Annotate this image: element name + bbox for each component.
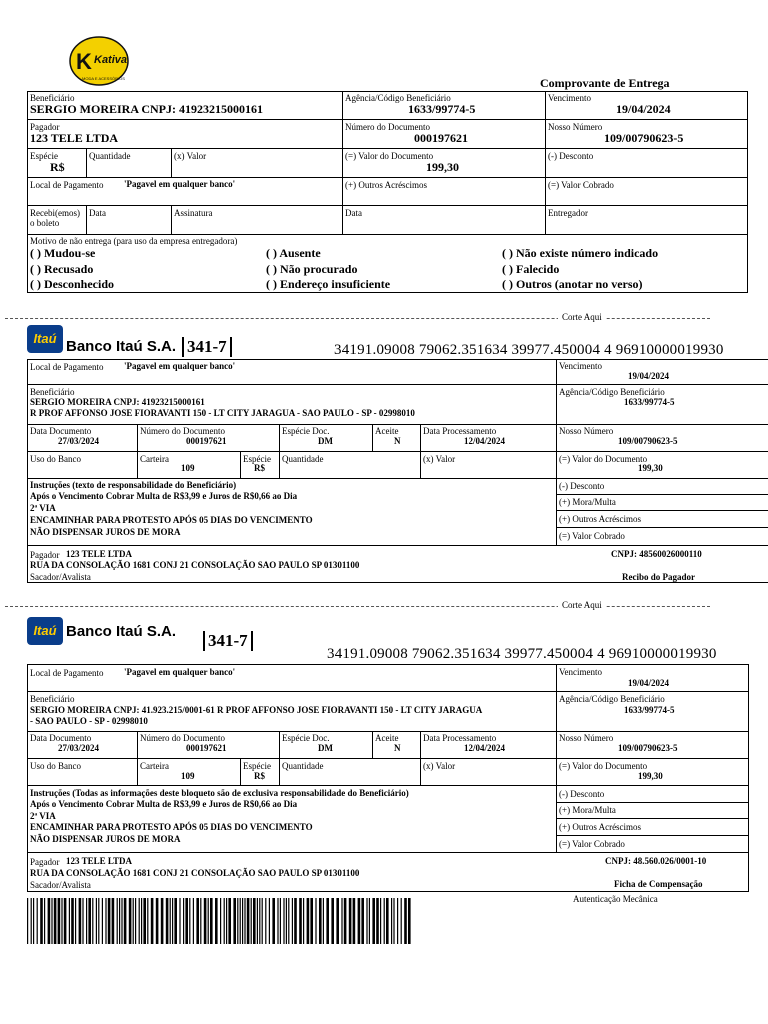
recibo-agencia-value: 1633/99774-5 xyxy=(624,397,675,407)
recibo-beneficiario-line2: R PROF AFFONSO JOSE FIORAVANTI 150 - LT CITY JARAGUA - SAO PAULO - SP - 02998010 xyxy=(30,408,415,418)
barcode-bar xyxy=(307,898,310,944)
ficha-especiedoc-value: DM xyxy=(318,743,333,753)
receipt-motivo-option[interactable]: ( ) Falecido xyxy=(502,262,560,276)
receipt-localpag-label: Local de Pagamento xyxy=(30,180,104,190)
ficha-instrucoes-title: Instruções (Todas as informações deste bloqueto são de exclusiva responsabilidade do Beneficiário) xyxy=(30,788,409,798)
receipt-pagador-label: Pagador xyxy=(30,122,60,132)
barcode-bar xyxy=(358,898,361,944)
barcode-bar xyxy=(37,898,38,944)
barcode-bar xyxy=(189,898,190,944)
receipt-divider xyxy=(86,148,87,177)
recibo-usobanco-label: Uso do Banco xyxy=(30,454,81,464)
company-logo-text: Kativa xyxy=(94,54,128,66)
ficha-especiedoc-label: Espécie Doc. xyxy=(282,733,330,743)
ficha-especie-value: R$ xyxy=(254,771,265,781)
receipt-nosso-label: Nosso Número xyxy=(548,122,603,132)
recibo-footer: Recibo do Pagador xyxy=(622,572,695,582)
receipt-beneficiario-value: SERGIO MOREIRA CNPJ: 41923215000161 xyxy=(30,102,264,116)
barcode-bar xyxy=(386,898,389,944)
barcode-bar xyxy=(183,898,184,944)
barcode-bar xyxy=(262,898,263,944)
recibo-numdoc-value: 000197621 xyxy=(186,436,227,446)
barcode-bar xyxy=(376,898,379,944)
receipt-motivo-option[interactable]: ( ) Desconhecido xyxy=(30,277,114,291)
barcode-bar xyxy=(361,898,364,944)
barcode-bar xyxy=(299,898,302,944)
barcode-bar xyxy=(237,898,238,944)
recibo-instrucao: 2ª VIA xyxy=(30,503,56,513)
receipt-motivo-label: Motivo de não entrega (para uso da empresa entregadora) xyxy=(30,236,238,246)
recibo-especiedoc-label: Espécie Doc. xyxy=(282,426,330,436)
recibo-nosso-value: 109/00790623-5 xyxy=(618,436,678,446)
barcode-bar xyxy=(133,898,134,944)
bank-code: 341-7 xyxy=(182,337,232,357)
receipt-divider xyxy=(86,205,87,234)
recibo-nosso-label: Nosso Número xyxy=(559,426,614,436)
barcode-bar xyxy=(265,898,266,944)
recibo-especiedoc-value: DM xyxy=(318,436,333,446)
barcode-bar xyxy=(40,898,43,944)
receipt-agencia-label: Agência/Código Beneficiário xyxy=(345,93,451,103)
ficha-agencia-label: Agência/Código Beneficiário xyxy=(559,694,665,704)
ficha-divider xyxy=(27,785,749,786)
receipt-recebi-label: Recebi(emos) xyxy=(30,208,80,218)
barcode-bar xyxy=(247,898,250,944)
barcode-bar xyxy=(71,898,74,944)
ficha-vencimento-value: 19/04/2024 xyxy=(628,678,670,688)
ficha-divider xyxy=(27,852,749,853)
ficha-nosso-value: 109/00790623-5 xyxy=(618,743,678,753)
barcode-bar xyxy=(372,898,375,944)
recibo-quantidade-label: Quantidade xyxy=(282,454,324,464)
recibo-sacador-label: Sacador/Avalista xyxy=(30,572,91,582)
receipt-nosso-value: 109/00790623-5 xyxy=(604,131,684,145)
barcode-bar xyxy=(353,898,356,944)
ficha-beneficiario-label: Beneficiário xyxy=(30,694,75,704)
ficha-pagador-address: RUA DA CONSOLAÇÃO 1681 CONJ 21 CONSOLAÇÃO SAO PAULO SP 01301100 xyxy=(30,868,360,878)
barcode-bar xyxy=(366,898,367,944)
recibo-pagador-value: 123 TELE LTDA xyxy=(66,549,133,559)
barcode-bar xyxy=(240,898,241,944)
receipt-data2-label: Data xyxy=(345,208,362,218)
recibo-divider xyxy=(372,424,373,451)
recibo-dataproc-value: 12/04/2024 xyxy=(464,436,506,446)
recibo-instrucoes-title: Instruções (texto de responsabilidade do Beneficiário) xyxy=(30,480,237,490)
barcode-bar xyxy=(82,898,83,944)
receipt-numdoc-label: Número do Documento xyxy=(345,122,430,132)
barcode-bar xyxy=(319,898,322,944)
barcode-bar xyxy=(193,898,194,944)
barcode-bar xyxy=(117,898,118,944)
recibo-datadoc-value: 27/03/2024 xyxy=(58,436,100,446)
receipt-motivo-option[interactable]: ( ) Ausente xyxy=(266,246,321,260)
ficha-instrucao: Após o Vencimento Cobrar Multa de R$3,99 e Juros de R$0,66 ao Dia xyxy=(30,799,298,809)
receipt-divider xyxy=(545,91,546,234)
recibo-pagador-address: RUA DA CONSOLAÇÃO 1681 CONJ 21 CONSOLAÇÃO SAO PAULO SP 01301100 xyxy=(30,560,360,570)
ficha-aceite-value: N xyxy=(394,743,401,753)
ficha-divider xyxy=(556,802,749,803)
ficha-sacador-label: Sacador/Avalista xyxy=(30,880,91,890)
barcode-bar xyxy=(253,898,256,944)
ficha-localpag-value: 'Pagavel em qualquer banco' xyxy=(124,667,236,677)
recibo-divider xyxy=(27,384,768,385)
barcode-bar xyxy=(31,898,32,944)
receipt-divider xyxy=(27,177,748,178)
ficha-usobanco-label: Uso do Banco xyxy=(30,761,81,771)
barcode-bar xyxy=(200,898,201,944)
receipt-motivo-option[interactable]: ( ) Não existe número indicado xyxy=(502,246,659,260)
recibo-divider xyxy=(420,424,421,478)
receipt-beneficiario-label: Beneficiário xyxy=(30,93,75,103)
barcode-bar xyxy=(401,898,402,944)
barcode-bar xyxy=(204,898,207,944)
barcode-bar xyxy=(244,898,245,944)
barcode-bar xyxy=(326,898,329,944)
barcode-bar xyxy=(283,898,284,944)
receipt-motivo-option[interactable]: ( ) Endereço insuficiente xyxy=(266,277,391,291)
receipt-divider xyxy=(171,148,172,177)
receipt-desconto-label: (-) Desconto xyxy=(548,151,594,161)
receipt-pagador-value: 123 TELE LTDA xyxy=(30,131,119,145)
barcode-bar xyxy=(92,898,93,944)
barcode-bar xyxy=(86,898,87,944)
recibo-valordoc-label: (=) Valor do Documento xyxy=(559,454,648,464)
recibo-divider xyxy=(556,527,768,528)
ficha-dataproc-label: Data Processamento xyxy=(423,733,497,743)
recibo-beneficiario-line1: SERGIO MOREIRA CNPJ: 41923215000161 xyxy=(30,397,205,407)
ficha-divider xyxy=(279,731,280,785)
bank-name: Banco Itaú S.A. xyxy=(66,338,177,355)
barcode-bar xyxy=(172,898,173,944)
barcode-bar xyxy=(323,898,324,944)
barcode-bar xyxy=(208,898,209,944)
receipt-valordoc-value: 199,30 xyxy=(426,160,459,174)
barcode-bar xyxy=(280,898,281,944)
ficha-beneficiario-line2: - SAO PAULO - SP - 02998010 xyxy=(30,716,148,726)
autenticacao-label: Autenticação Mecânica xyxy=(573,894,658,904)
receipt-divider xyxy=(27,234,748,235)
recibo-vencimento-value: 19/04/2024 xyxy=(628,371,670,381)
recibo-divider xyxy=(27,545,768,546)
cut-line-label: Corte Aqui xyxy=(558,312,606,322)
barcode-bar xyxy=(58,898,61,944)
barcode-bar xyxy=(112,898,115,944)
recibo-divider xyxy=(556,510,768,511)
ficha-nosso-label: Nosso Número xyxy=(559,733,614,743)
receipt-recebi-label-2: o boleto xyxy=(30,218,60,228)
barcode-bar xyxy=(151,898,154,944)
recibo-divider xyxy=(27,478,768,479)
barcode-bar xyxy=(233,898,236,944)
receipt-divider xyxy=(27,119,748,120)
barcode-bar xyxy=(391,898,392,944)
barcode-bar xyxy=(384,898,385,944)
barcode-bar xyxy=(121,898,122,944)
barcode-bar xyxy=(185,898,188,944)
barcode-bar xyxy=(369,898,370,944)
receipt-divider xyxy=(27,148,748,149)
recibo-divider xyxy=(556,494,768,495)
recibo-carteira-value: 109 xyxy=(181,463,195,473)
receipt-especie-value: R$ xyxy=(50,160,65,174)
receipt-data-label: Data xyxy=(89,208,106,218)
ficha-valordoc-value: 199,30 xyxy=(638,771,663,781)
recibo-xvalor-label: (x) Valor xyxy=(423,454,456,464)
recibo-mora-label: (+) Mora/Multa xyxy=(559,497,616,507)
barcode-bar xyxy=(174,898,177,944)
receipt-divider xyxy=(342,91,343,234)
barcode-bar xyxy=(349,898,352,944)
ficha-quantidade-label: Quantidade xyxy=(282,761,324,771)
digitable-line: 34191.09008 79062.351634 39977.450004 4 96910000019930 xyxy=(334,342,724,358)
recibo-pagador-cnpj: CNPJ: 48560026000110 xyxy=(611,549,702,559)
barcode-bar xyxy=(220,898,221,944)
receipt-vencimento-value: 19/04/2024 xyxy=(616,102,671,116)
barcode-bar xyxy=(408,898,411,944)
ficha-instrucao: ENCAMINHAR PARA PROTESTO APÓS 05 DIAS DO VENCIMENTO xyxy=(30,822,313,832)
barcode-bar xyxy=(48,898,51,944)
ficha-agencia-value: 1633/99774-5 xyxy=(624,705,675,715)
barcode xyxy=(27,898,413,944)
recibo-divider xyxy=(556,359,557,545)
recibo-valordoc-value: 199,30 xyxy=(638,463,663,473)
barcode-bar xyxy=(166,898,169,944)
barcode-bar xyxy=(393,898,394,944)
barcode-bar xyxy=(259,898,260,944)
barcode-bar xyxy=(341,898,342,944)
barcode-bar xyxy=(33,898,34,944)
recibo-divider xyxy=(137,424,138,478)
barcode-bar xyxy=(88,898,91,944)
ficha-beneficiario-line1: SERGIO MOREIRA CNPJ: 41.923.215/0001-61 R PROF AFFONSO JOSE FIORAVANTI 150 - LT CITY JARAGUA xyxy=(30,705,483,715)
ficha-footer: Ficha de Compensação xyxy=(614,879,703,889)
receipt-outros-label: (+) Outros Acréscimos xyxy=(345,180,428,190)
company-logo-subtext: MODA E ACESSÓRIOS xyxy=(82,76,125,81)
recibo-datadoc-label: Data Documento xyxy=(30,426,92,436)
barcode-bar xyxy=(215,898,218,944)
barcode-bar xyxy=(119,898,120,944)
recibo-instrucao: ENCAMINHAR PARA PROTESTO APÓS 05 DIAS DO VENCIMENTO xyxy=(30,515,313,525)
receipt-xvalor-label: (x) Valor xyxy=(174,151,207,161)
barcode-bar xyxy=(61,898,62,944)
receipt-assinatura-label: Assinatura xyxy=(174,208,213,218)
recibo-aceite-value: N xyxy=(394,436,401,446)
ficha-valorcob-label: (=) Valor Cobrado xyxy=(559,839,625,849)
ficha-especie-label: Espécie xyxy=(243,761,271,771)
recibo-agencia-label: Agência/Código Beneficiário xyxy=(559,387,665,397)
recibo-divider xyxy=(27,424,768,425)
receipt-agencia-value: 1633/99774-5 xyxy=(408,102,476,116)
ficha-mora-label: (+) Mora/Multa xyxy=(559,805,616,815)
ficha-dataproc-value: 12/04/2024 xyxy=(464,743,506,753)
barcode-bar xyxy=(380,898,381,944)
barcode-bar xyxy=(336,898,339,944)
recibo-pagador-label: Pagador xyxy=(30,550,60,560)
barcode-bar xyxy=(257,898,258,944)
barcode-bar xyxy=(310,898,313,944)
receipt-valorcob-label: (=) Valor Cobrado xyxy=(548,180,614,190)
barcode-bar xyxy=(196,898,199,944)
ficha-xvalor-label: (x) Valor xyxy=(423,761,456,771)
barcode-bar xyxy=(54,898,57,944)
itau-logo: Itaú xyxy=(27,325,63,353)
barcode-bar xyxy=(161,898,164,944)
ficha-carteira-value: 109 xyxy=(181,771,195,781)
ficha-vencimento-label: Vencimento xyxy=(559,667,602,677)
ficha-pagador-value: 123 TELE LTDA xyxy=(66,856,133,866)
barcode-bar xyxy=(27,898,28,944)
recibo-outros-label: (+) Outros Acréscimos xyxy=(559,514,642,524)
cut-line-label: Corte Aqui xyxy=(558,600,606,610)
barcode-bar xyxy=(69,898,70,944)
barcode-bar xyxy=(44,898,45,944)
receipt-motivo-option[interactable]: ( ) Outros (anotar no verso) xyxy=(502,277,643,291)
barcode-bar xyxy=(272,898,275,944)
ficha-divider xyxy=(137,731,138,785)
digitable-line: 34191.09008 79062.351634 39977.450004 4 96910000019930 xyxy=(327,646,717,662)
barcode-bar xyxy=(224,898,225,944)
recibo-beneficiario-label: Beneficiário xyxy=(30,387,75,397)
barcode-bar xyxy=(139,898,140,944)
receipt-especie-label: Espécie xyxy=(30,151,58,161)
recibo-desconto-label: (-) Desconto xyxy=(559,481,605,491)
receipt-divider xyxy=(27,205,748,206)
barcode-bar xyxy=(170,898,171,944)
barcode-bar xyxy=(75,898,76,944)
receipt-divider xyxy=(171,205,172,234)
barcode-bar xyxy=(124,898,127,944)
recibo-localpag-value: 'Pagavel em qualquer banco' xyxy=(124,361,236,371)
ficha-divider xyxy=(420,731,421,785)
barcode-bar xyxy=(315,898,316,944)
barcode-bar xyxy=(147,898,148,944)
barcode-bar xyxy=(141,898,142,944)
receipt-title: Comprovante de Entrega xyxy=(540,76,670,90)
receipt-vencimento-label: Vencimento xyxy=(548,93,591,103)
ficha-outros-label: (+) Outros Acréscimos xyxy=(559,822,642,832)
ficha-carteira-label: Carteira xyxy=(140,761,169,771)
barcode-bar xyxy=(251,898,252,944)
recibo-divider xyxy=(240,451,241,478)
bank-code: 341-7 xyxy=(203,631,253,651)
recibo-valorcob-label: (=) Valor Cobrado xyxy=(559,531,625,541)
barcode-bar xyxy=(179,898,180,944)
barcode-bar xyxy=(303,898,304,944)
barcode-bar xyxy=(98,898,99,944)
receipt-entregador-label: Entregador xyxy=(548,208,588,218)
barcode-bar xyxy=(286,898,287,944)
recibo-dataproc-label: Data Processamento xyxy=(423,426,497,436)
barcode-bar xyxy=(143,898,146,944)
ficha-instrucao: NÃO DISPENSAR JUROS DE MORA xyxy=(30,834,181,844)
receipt-quantidade-label: Quantidade xyxy=(89,151,131,161)
recibo-divider xyxy=(279,424,280,478)
recibo-localpag-label: Local de Pagamento xyxy=(30,362,104,372)
ficha-divider xyxy=(240,758,241,785)
company-logo xyxy=(68,35,130,87)
barcode-bar xyxy=(79,898,82,944)
recibo-divider xyxy=(27,451,768,452)
ficha-pagador-label: Pagador xyxy=(30,857,60,867)
receipt-localpag-value: 'Pagavel em qualquer banco' xyxy=(124,179,236,189)
receipt-valordoc-label: (=) Valor do Documento xyxy=(345,151,434,161)
recibo-instrucao: NÃO DISPENSAR JUROS DE MORA xyxy=(30,527,181,537)
recibo-carteira-label: Carteira xyxy=(140,454,169,464)
barcode-bar xyxy=(102,898,103,944)
ficha-localpag-label: Local de Pagamento xyxy=(30,668,104,678)
recibo-instrucao: Após o Vencimento Cobrar Multa de R$3,99 e Juros de R$0,66 ao Dia xyxy=(30,491,298,501)
recibo-vencimento-label: Vencimento xyxy=(559,361,602,371)
barcode-bar xyxy=(331,898,334,944)
svg-text:K: K xyxy=(76,49,92,74)
recibo-especie-value: R$ xyxy=(254,463,265,473)
barcode-bar xyxy=(64,898,67,944)
barcode-bar xyxy=(404,898,407,944)
ficha-divider xyxy=(556,818,749,819)
barcode-bar xyxy=(108,898,111,944)
barcode-bar xyxy=(129,898,132,944)
barcode-bar xyxy=(242,898,243,944)
ficha-divider xyxy=(372,731,373,758)
ficha-divider xyxy=(27,731,749,732)
barcode-bar xyxy=(51,898,52,944)
barcode-bar xyxy=(210,898,213,944)
ficha-desconto-label: (-) Desconto xyxy=(559,789,605,799)
ficha-datadoc-value: 27/03/2024 xyxy=(58,743,100,753)
recibo-especie-label: Espécie xyxy=(243,454,271,464)
barcode-bar xyxy=(105,898,106,944)
barcode-bar xyxy=(269,898,270,944)
itau-logo: Itaú xyxy=(27,617,63,645)
bank-name: Banco Itaú S.A. xyxy=(66,623,177,640)
receipt-motivo-option[interactable]: ( ) Mudou-se xyxy=(30,246,96,260)
receipt-motivo-option[interactable]: ( ) Não procurado xyxy=(266,262,358,276)
ficha-numdoc-value: 000197621 xyxy=(186,743,227,753)
barcode-bar xyxy=(156,898,159,944)
barcode-bar xyxy=(294,898,297,944)
barcode-bar xyxy=(96,898,97,944)
receipt-numdoc-value: 000197621 xyxy=(414,131,468,145)
barcode-bar xyxy=(228,898,231,944)
ficha-valordoc-label: (=) Valor do Documento xyxy=(559,761,648,771)
ficha-divider xyxy=(27,691,749,692)
ficha-divider xyxy=(556,835,749,836)
barcode-bar xyxy=(277,898,278,944)
ficha-pagador-cnpj: CNPJ: 48.560.026/0001-10 xyxy=(605,856,707,866)
ficha-instrucao: 2ª VIA xyxy=(30,811,56,821)
receipt-motivo-option[interactable]: ( ) Recusado xyxy=(30,262,94,276)
barcode-bar xyxy=(135,898,136,944)
barcode-bar xyxy=(292,898,293,944)
barcode-bar xyxy=(397,898,398,944)
recibo-numdoc-label: Número do Documento xyxy=(140,426,225,436)
recibo-aceite-label: Aceite xyxy=(375,426,399,436)
ficha-datadoc-label: Data Documento xyxy=(30,733,92,743)
ficha-aceite-label: Aceite xyxy=(375,733,399,743)
ficha-divider xyxy=(27,758,749,759)
barcode-bar xyxy=(288,898,289,944)
ficha-numdoc-label: Número do Documento xyxy=(140,733,225,743)
barcode-bar xyxy=(226,898,227,944)
barcode-bar xyxy=(344,898,347,944)
